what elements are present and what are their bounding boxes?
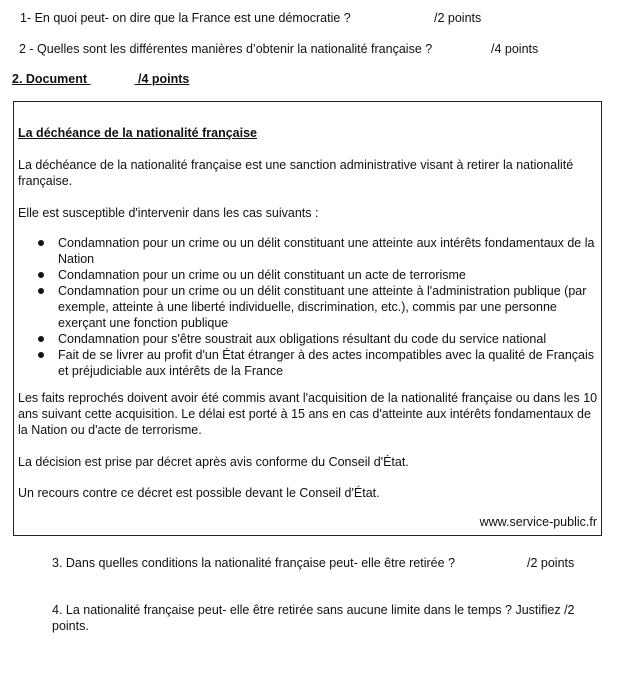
document-timing: Les faits reprochés doivent avoir été commis avant l'acquisition de la nationalité française ou dans les 10 ans suivant cette acquisition. Le délai est porté à 15 ans en cas d'atteinte aux intérêts fondamentaux de la Nation ou d'acte de terrorisme. bbox=[18, 391, 598, 437]
case-item: Condamnation pour un crime ou un délit constituant une atteinte à l'administration publique (par exemple, atteinte à une liberté individuelle, discrimination, etc.), commis par une personne exerçant une fonction publique bbox=[18, 283, 598, 331]
document-source: www.service-public.fr bbox=[479, 515, 597, 529]
cases-list bbox=[18, 235, 598, 379]
question-2-text: 2 - Quelles sont les différentes manières d’obtenir la nationalité française ? bbox=[19, 42, 433, 56]
document-cases-intro: Elle est susceptible d'intervenir dans les cas suivants : bbox=[18, 206, 319, 220]
question-4-text: 4. La nationalité française peut- elle être retirée sans aucune limite dans le temps ? Justifiez /2 points. bbox=[52, 603, 575, 633]
document-decision: La décision est prise par décret après avis conforme du Conseil d'État. bbox=[18, 455, 409, 469]
question-3-text: 3. Dans quelles conditions la nationalité française peut- elle être retirée ? bbox=[52, 556, 456, 570]
case-item: Condamnation pour un crime ou un délit constituant un acte de terrorisme bbox=[18, 267, 598, 283]
case-item: Condamnation pour s'être soustrait aux obligations résultant du code du service national bbox=[18, 331, 598, 347]
document-section-points: /4 points bbox=[137, 72, 190, 86]
document-section-header bbox=[12, 72, 197, 86]
document-appeal: Un recours contre ce décret est possible devant le Conseil d'État. bbox=[18, 486, 380, 500]
question-3-points: /2 points bbox=[527, 556, 575, 570]
case-item: Condamnation pour un crime ou un délit constituant une atteinte aux intérêts fondamentaux de la Nation bbox=[18, 235, 598, 267]
question-2-points: /4 points bbox=[491, 42, 539, 56]
question-1-text: 1- En quoi peut- on dire que la France est une démocratie ? bbox=[20, 11, 351, 25]
question-1-points: /2 points bbox=[434, 11, 482, 25]
document-title: La déchéance de la nationalité française bbox=[18, 126, 257, 140]
document-section-label: 2. Document bbox=[12, 72, 88, 86]
document-intro: La déchéance de la nationalité française est une sanction administrative visant à retirer la nationalité française. bbox=[18, 158, 574, 188]
case-item: Fait de se livrer au profit d'un État étranger à des actes incompatibles avec la qualité de Français et préjudiciable aux intérêts de la France bbox=[18, 347, 598, 379]
